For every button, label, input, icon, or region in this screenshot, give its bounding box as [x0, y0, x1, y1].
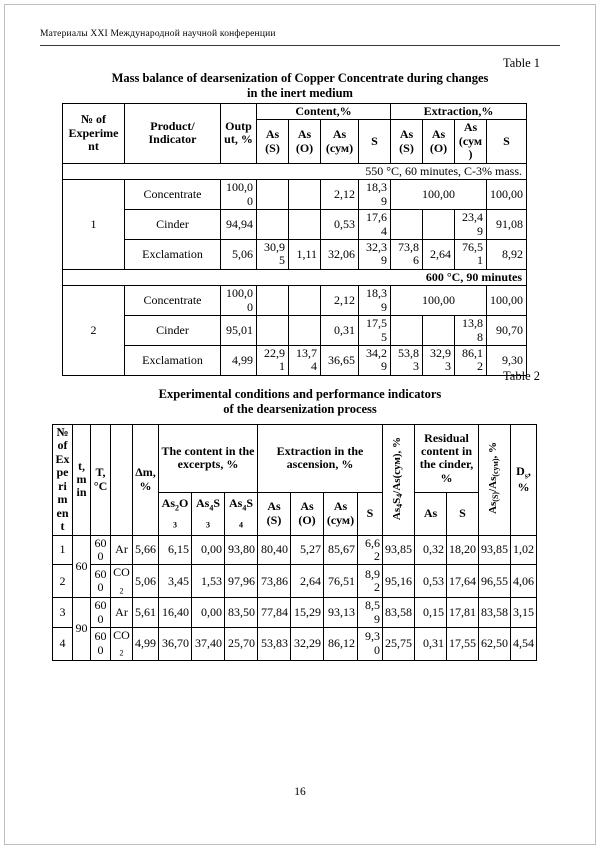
- data-cell: 17,55: [447, 628, 479, 661]
- conditions-table-body: [53, 425, 537, 661]
- data-cell: 60: [73, 535, 91, 598]
- data-cell: 85,67: [324, 535, 358, 565]
- header-cell: S: [359, 120, 391, 163]
- data-cell: 25,75: [383, 628, 415, 661]
- data-cell: 34,29: [359, 346, 391, 376]
- data-cell: 5,61: [133, 598, 159, 628]
- header-cell: [111, 425, 133, 536]
- header-cell: S: [487, 120, 527, 163]
- data-cell: 32,29: [291, 628, 324, 661]
- data-cell: 83,58: [383, 598, 415, 628]
- data-cell: 100,00: [487, 286, 527, 316]
- data-cell: 93,13: [324, 598, 358, 628]
- data-cell: 0,00: [192, 598, 225, 628]
- data-cell: 100,00: [391, 286, 487, 316]
- data-cell: 8,92: [487, 239, 527, 269]
- data-cell: 94,94: [221, 210, 257, 240]
- data-cell: 76,51: [455, 239, 487, 269]
- data-cell: 76,51: [324, 565, 358, 598]
- rotated-header-label: $As_4S_4/As(сум)$, %: [391, 436, 405, 520]
- data-cell: $CO_2$: [111, 565, 133, 598]
- data-cell: 30,95: [257, 239, 289, 269]
- header-cell: $D_s$, %: [511, 425, 537, 536]
- data-cell: 83,50: [225, 598, 258, 628]
- data-cell: 62,50: [479, 628, 511, 661]
- data-cell: Cinder: [125, 210, 221, 240]
- data-cell: 17,64: [359, 210, 391, 240]
- data-cell: 17,55: [359, 316, 391, 346]
- data-cell: 18,39: [359, 286, 391, 316]
- data-cell: 25,70: [225, 628, 258, 661]
- data-cell: 600: [91, 628, 111, 661]
- data-cell: [391, 316, 423, 346]
- table2-title: [0, 387, 600, 417]
- data-cell: 15,29: [291, 598, 324, 628]
- data-cell: 90: [73, 598, 91, 661]
- data-cell: 100,00: [221, 286, 257, 316]
- data-cell: 77,84: [258, 598, 291, 628]
- data-cell: 4: [53, 628, 73, 661]
- data-cell: 0,00: [192, 535, 225, 565]
- page-number: 16: [294, 786, 306, 798]
- header-cell: As: [415, 492, 447, 535]
- header-rule: [40, 45, 560, 46]
- data-cell: 4,99: [133, 628, 159, 661]
- data-cell: 96,55: [479, 565, 511, 598]
- data-cell: 1,53: [192, 565, 225, 598]
- data-cell: 2: [53, 565, 73, 598]
- table1-title-line2: in the inert medium: [247, 86, 353, 100]
- data-cell: 86,12: [455, 346, 487, 376]
- data-cell: 4,54: [511, 628, 537, 661]
- header-cell: $As_4S_4$: [225, 492, 258, 535]
- data-cell: Cinder: [125, 316, 221, 346]
- data-cell: 18,39: [359, 180, 391, 210]
- data-cell: [423, 316, 455, 346]
- data-cell: 600: [91, 535, 111, 565]
- header-cell: Residual content in the cinder, %: [415, 425, 479, 493]
- data-cell: 93,80: [225, 535, 258, 565]
- header-cell: T, °C: [91, 425, 111, 536]
- header-cell: As (сум): [324, 492, 358, 535]
- table1-caption: Table 1: [503, 56, 540, 70]
- data-cell: 73,86: [391, 239, 423, 269]
- header-cell: $As_2O_3$: [159, 492, 192, 535]
- running-head: Материалы XXI Международной научной конференции: [40, 29, 276, 39]
- table-row: [53, 628, 537, 661]
- data-cell: 100,00: [221, 180, 257, 210]
- header-cell: Extraction,%: [391, 104, 527, 120]
- data-cell: 0,53: [415, 565, 447, 598]
- table-row: [63, 239, 527, 269]
- data-cell: [289, 316, 321, 346]
- data-cell: 23,49: [455, 210, 487, 240]
- data-cell: 4,99: [221, 346, 257, 376]
- header-cell: [383, 425, 415, 536]
- data-cell: 36,65: [321, 346, 359, 376]
- data-cell: 17,64: [447, 565, 479, 598]
- data-cell: 2,12: [321, 286, 359, 316]
- data-cell: 0,31: [415, 628, 447, 661]
- table-row: [63, 180, 527, 210]
- data-cell: 93,85: [479, 535, 511, 565]
- data-cell: 53,83: [258, 628, 291, 661]
- data-cell: 37,40: [192, 628, 225, 661]
- data-cell: 18,20: [447, 535, 479, 565]
- header-cell: № of Experiment: [63, 104, 125, 164]
- header-cell: As (S): [391, 120, 423, 163]
- data-cell: 5,06: [221, 239, 257, 269]
- data-cell: [289, 286, 321, 316]
- table1-title-line1: Mass balance of dearsenization of Copper Concentrate during changes: [111, 71, 489, 85]
- data-cell: 22,91: [257, 346, 289, 376]
- header-cell: Extraction in the ascension, %: [258, 425, 383, 493]
- data-cell: 8,92: [358, 565, 383, 598]
- data-cell: Concentrate: [125, 180, 221, 210]
- data-cell: 32,39: [359, 239, 391, 269]
- data-cell: 2,64: [423, 239, 455, 269]
- data-cell: 1,02: [511, 535, 537, 565]
- data-cell: 8,59: [358, 598, 383, 628]
- table-row: [63, 163, 527, 179]
- data-cell: 95,16: [383, 565, 415, 598]
- data-cell: [391, 210, 423, 240]
- data-cell: 83,58: [479, 598, 511, 628]
- data-cell: 86,12: [324, 628, 358, 661]
- table2-caption: Table 2: [503, 369, 540, 383]
- data-cell: Exclamation: [125, 239, 221, 269]
- header-cell: As (S): [258, 492, 291, 535]
- table2-title-line2: of the dearsenization process: [223, 402, 377, 416]
- data-cell: 1,11: [289, 239, 321, 269]
- table-row: [63, 210, 527, 240]
- data-cell: 4,06: [511, 565, 537, 598]
- data-cell: [289, 180, 321, 210]
- table-row: [63, 346, 527, 376]
- table-row: [63, 316, 527, 346]
- table-row: [53, 425, 537, 493]
- data-cell: 100,00: [391, 180, 487, 210]
- header-cell: Δm, %: [133, 425, 159, 536]
- data-cell: 0,32: [415, 535, 447, 565]
- header-cell: Output, %: [221, 104, 257, 164]
- data-cell: 91,08: [487, 210, 527, 240]
- data-cell: 600 °C, 90 minutes: [63, 269, 527, 285]
- data-cell: 9,30: [358, 628, 383, 661]
- data-cell: 0,31: [321, 316, 359, 346]
- header-cell: t, min: [73, 425, 91, 536]
- data-cell: 600: [91, 598, 111, 628]
- data-cell: 17,81: [447, 598, 479, 628]
- data-cell: 73,86: [258, 565, 291, 598]
- table-row: [63, 269, 527, 285]
- data-cell: [257, 180, 289, 210]
- table-row: [53, 565, 537, 598]
- table-row: [53, 598, 537, 628]
- data-cell: 600: [91, 565, 111, 598]
- data-cell: [289, 210, 321, 240]
- data-cell: [423, 210, 455, 240]
- data-cell: 13,88: [455, 316, 487, 346]
- data-cell: 2: [63, 286, 125, 376]
- data-cell: 550 °C, 60 minutes, C-3% mass.: [63, 163, 527, 179]
- mass-balance-table-body: [63, 104, 527, 376]
- data-cell: 0,15: [415, 598, 447, 628]
- data-cell: 95,01: [221, 316, 257, 346]
- data-cell: 3,15: [511, 598, 537, 628]
- mass-balance-table: [62, 103, 527, 376]
- data-cell: [257, 210, 289, 240]
- data-cell: 32,06: [321, 239, 359, 269]
- header-cell: S: [447, 492, 479, 535]
- data-cell: 6,15: [159, 535, 192, 565]
- data-cell: 16,40: [159, 598, 192, 628]
- header-cell: $As_4S_3$: [192, 492, 225, 535]
- rotated-header-label: $As_{(S)}/As_{(сум)}$, %: [487, 442, 501, 514]
- data-cell: 2,64: [291, 565, 324, 598]
- header-cell: S: [358, 492, 383, 535]
- data-cell: 3: [53, 598, 73, 628]
- data-cell: 3,45: [159, 565, 192, 598]
- header-cell: The content in the excerpts, %: [159, 425, 258, 493]
- data-cell: 90,70: [487, 316, 527, 346]
- header-cell: As (O): [423, 120, 455, 163]
- table-row: [63, 104, 527, 120]
- data-cell: 80,40: [258, 535, 291, 565]
- data-cell: 5,27: [291, 535, 324, 565]
- data-cell: 100,00: [487, 180, 527, 210]
- header-cell: [479, 425, 511, 536]
- data-cell: 13,74: [289, 346, 321, 376]
- data-cell: 53,83: [391, 346, 423, 376]
- data-cell: 5,66: [133, 535, 159, 565]
- data-cell: [257, 316, 289, 346]
- table-row: [63, 286, 527, 316]
- data-cell: 9,30: [487, 346, 527, 376]
- data-cell: [257, 286, 289, 316]
- data-cell: 2,12: [321, 180, 359, 210]
- header-cell: As (сум): [455, 120, 487, 163]
- data-cell: 93,85: [383, 535, 415, 565]
- header-cell: As (сум): [321, 120, 359, 163]
- data-cell: 0,53: [321, 210, 359, 240]
- header-cell: Content,%: [257, 104, 391, 120]
- header-cell: As (O): [289, 120, 321, 163]
- data-cell: Ar: [111, 535, 133, 565]
- data-cell: 1: [63, 180, 125, 270]
- data-cell: 97,96: [225, 565, 258, 598]
- data-cell: 36,70: [159, 628, 192, 661]
- data-cell: Concentrate: [125, 286, 221, 316]
- header-cell: № of Experiment: [53, 425, 73, 536]
- conditions-table: [52, 424, 537, 661]
- data-cell: 1: [53, 535, 73, 565]
- data-cell: 5,06: [133, 565, 159, 598]
- data-cell: Exclamation: [125, 346, 221, 376]
- data-cell: 6,62: [358, 535, 383, 565]
- data-cell: $CO_2$: [111, 628, 133, 661]
- table1-title: [0, 71, 600, 101]
- table-row: [53, 535, 537, 565]
- data-cell: Ar: [111, 598, 133, 628]
- table2-title-line1: Experimental conditions and performance indicators: [158, 387, 442, 401]
- header-cell: As (S): [257, 120, 289, 163]
- header-cell: Product/ Indicator: [125, 104, 221, 164]
- data-cell: 32,93: [423, 346, 455, 376]
- header-cell: As (O): [291, 492, 324, 535]
